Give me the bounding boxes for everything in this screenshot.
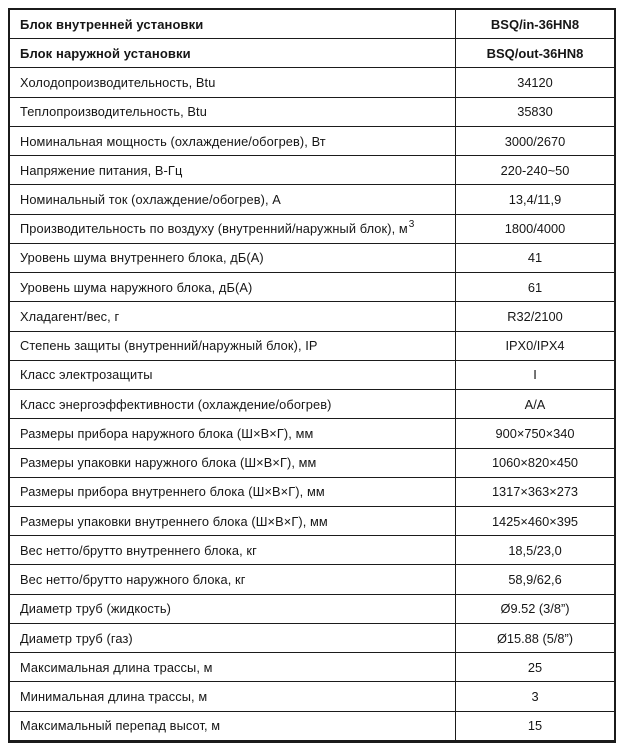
table-row — [10, 273, 614, 302]
spec-label-cell: Размеры упаковки наружного блока (Ш×В×Г), мм — [20, 455, 317, 471]
spec-value-cell: I — [455, 361, 614, 389]
table-row — [10, 156, 614, 185]
spec-label-cell: Напряжение питания, В-Гц — [20, 162, 183, 178]
spec-label-cell: Номинальная мощность (охлаждение/обогрев), Вт — [20, 133, 326, 149]
spec-label-cell: Максимальный перепад высот, м — [20, 718, 221, 734]
spec-label-cell: Производительность по воздуху (внутренний/наружный блок), м $^3$ — [20, 218, 415, 237]
table-row — [10, 332, 614, 361]
spec-label-cell: Блок наружной установки — [20, 45, 191, 61]
spec-value-cell: R32/2100 — [455, 302, 614, 330]
spec-value-cell: 15 — [455, 712, 614, 740]
spec-value-cell: А/А — [455, 390, 614, 418]
spec-label-cell: Блок внутренней установки — [20, 16, 204, 32]
spec-value-cell: 18,5/23,0 — [455, 536, 614, 564]
table-row — [10, 185, 614, 214]
spec-value-cell: 34120 — [455, 68, 614, 96]
spec-label-cell: Класс энергоэффективности (охлаждение/обогрев) — [20, 396, 332, 412]
spec-label-cell: Размеры упаковки внутреннего блока (Ш×В×Г), мм — [20, 513, 328, 529]
spec-label-cell: Максимальная длина трассы, м — [20, 659, 213, 675]
spec-value-cell: 900×750×340 — [455, 419, 614, 447]
table-row — [10, 390, 614, 419]
spec-label-cell: Уровень шума наружного блока, дБ(А) — [20, 279, 253, 295]
spec-value-cell: 1425×460×395 — [455, 507, 614, 535]
spec-value-cell: 13,4/11,9 — [455, 185, 614, 213]
spec-value-cell: 1800/4000 — [455, 215, 614, 243]
spec-label-cell: Диаметр труб (газ) — [20, 630, 133, 646]
table-row — [10, 712, 614, 740]
table-row — [10, 595, 614, 624]
spec-label-cell: Диаметр труб (жидкость) — [20, 601, 172, 617]
spec-label-cell: Номинальный ток (охлаждение/обогрев), А — [20, 192, 281, 208]
table-row — [10, 536, 614, 565]
table-row — [10, 39, 614, 68]
spec-value-cell: Ø15.88 (5/8”) — [455, 624, 614, 652]
spec-label-cell: Класс электрозащиты — [20, 367, 153, 383]
spec-value-cell: 220-240~50 — [455, 156, 614, 184]
spec-value-cell: 3000/2670 — [455, 127, 614, 155]
spec-label-cell: Размеры прибора наружного блока (Ш×В×Г), мм — [20, 425, 314, 441]
spec-label-cell: Теплопроизводительность, Btu — [20, 104, 207, 120]
spec-value-cell: IPX0/IPX4 — [455, 332, 614, 360]
table-row — [10, 215, 614, 244]
spec-value-cell: 61 — [455, 273, 614, 301]
table-row — [10, 507, 614, 536]
spec-value-cell: Ø9.52 (3/8”) — [455, 595, 614, 623]
table-row — [10, 244, 614, 273]
table-row — [10, 682, 614, 711]
table-row — [10, 302, 614, 331]
spec-label-cell: Минимальная длина трассы, м — [20, 689, 208, 704]
table-row — [10, 68, 614, 97]
table-row — [10, 419, 614, 448]
table-row — [10, 653, 614, 682]
spec-label-cell: Хладагент/вес, г — [20, 308, 120, 324]
table-row — [10, 565, 614, 594]
table-row — [10, 478, 614, 507]
spec-label-cell: Вес нетто/брутто внутреннего блока, кг — [20, 542, 257, 558]
spec-label-cell: Уровень шума внутреннего блока, дБ(А) — [20, 250, 264, 266]
spec-value-cell: 58,9/62,6 — [455, 565, 614, 593]
table-row — [10, 361, 614, 390]
spec-label-cell: Степень защиты (внутренний/наружный блок), IP — [20, 338, 318, 354]
spec-value-cell: BSQ/in-36HN8 — [455, 10, 614, 38]
spec-value-cell: 35830 — [455, 98, 614, 126]
spec-label-cell: Холодопроизводительность, Btu — [20, 75, 216, 91]
spec-value-cell: 1317×363×273 — [455, 478, 614, 506]
spec-label-cell: Вес нетто/брутто наружного блока, кг — [20, 572, 246, 588]
spec-value-cell: 3 — [455, 682, 614, 710]
spec-value-cell: 1060×820×450 — [455, 449, 614, 477]
spec-value-cell: 25 — [455, 653, 614, 681]
table-row — [10, 127, 614, 156]
table-row — [10, 10, 614, 39]
specifications-table — [8, 8, 616, 743]
table-row — [10, 449, 614, 478]
table-row — [10, 98, 614, 127]
table-row — [10, 624, 614, 653]
spec-value-cell: BSQ/out-36HN8 — [455, 39, 614, 67]
spec-value-cell: 41 — [455, 244, 614, 272]
spec-label-cell: Размеры прибора внутреннего блока (Ш×В×Г), мм — [20, 484, 325, 500]
